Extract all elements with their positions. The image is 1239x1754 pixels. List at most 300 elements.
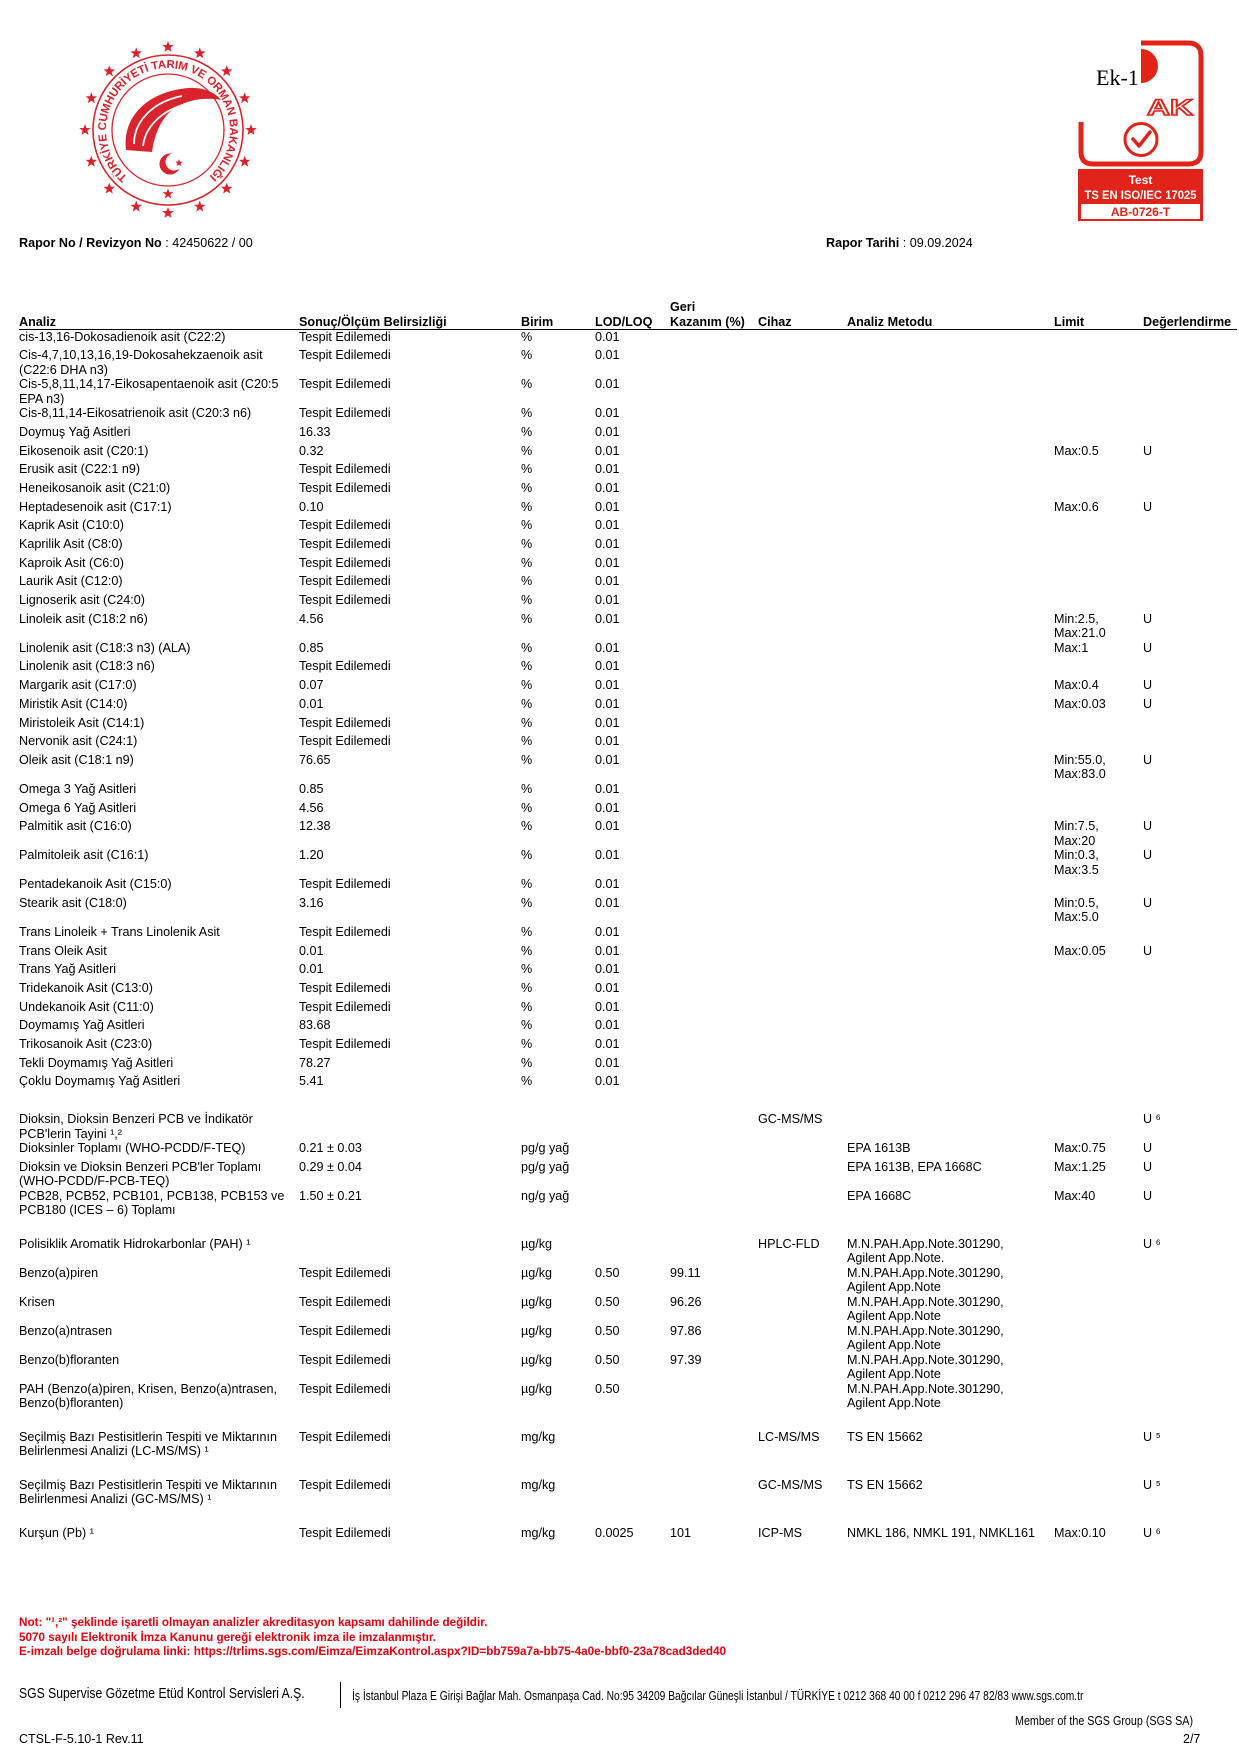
table-row — [19, 641, 1237, 660]
cell-lod: 0.01 — [595, 1055, 620, 1070]
table-row — [19, 537, 1237, 556]
cell-analiz: Margarik asit (C17:0) — [19, 678, 137, 693]
cell-cihaz — [758, 716, 847, 735]
cell-cihaz — [758, 1018, 847, 1037]
cell-cihaz — [758, 574, 847, 593]
cell-geri — [670, 1112, 758, 1141]
cell-birim: % — [521, 443, 533, 458]
cell-metod — [847, 574, 1054, 593]
cell-metod: EPA 1613B, EPA 1668C — [847, 1159, 982, 1174]
seal-star — [86, 156, 97, 167]
cell-analiz: Cis-8,11,14-Eikosatrienoik asit (C20:3 n6) — [19, 406, 252, 421]
cell-geri: 99.11 — [670, 1265, 701, 1280]
table-row — [19, 593, 1237, 612]
cell-limit: Max:0.10 — [1054, 1525, 1106, 1540]
cell-limit — [1054, 518, 1143, 537]
cell-geri — [670, 481, 758, 500]
cell-metod — [847, 819, 1054, 848]
cell-cihaz — [758, 481, 847, 500]
cell-cihaz — [758, 1000, 847, 1019]
seal-star — [86, 92, 97, 103]
cell-analiz: Nervonik asit (C24:1) — [19, 734, 138, 749]
cell-limit: Max:0.4 — [1054, 678, 1099, 693]
cell-geri — [670, 1018, 758, 1037]
section-gap — [19, 1218, 1237, 1237]
cell-lod: 0.01 — [595, 348, 620, 363]
cell-birim: µg/kg — [521, 1236, 553, 1251]
cell-sonuc: Tespit Edilemedi — [299, 1381, 391, 1396]
cell-lod: 0.01 — [595, 611, 620, 626]
cell-metod: EPA 1613B — [847, 1141, 911, 1156]
cell-sonuc: 76.65 — [299, 752, 331, 767]
cell-metod — [847, 734, 1054, 753]
cell-limit — [1054, 1000, 1143, 1019]
cell-sonuc: 0.01 — [299, 696, 324, 711]
cell-sonuc: 0.21 ± 0.03 — [299, 1141, 362, 1156]
cell-metod — [847, 481, 1054, 500]
cell-deger — [1143, 877, 1237, 896]
cell-geri — [670, 819, 758, 848]
cell-metod — [847, 593, 1054, 612]
cell-birim: % — [521, 574, 533, 589]
report-date-value: : 09.09.2024 — [902, 236, 973, 250]
cell-lod: 0.01 — [595, 499, 620, 514]
cell-limit — [1054, 1018, 1143, 1037]
cell-geri — [670, 716, 758, 735]
footer-company-name: SGS Supervise Gözetme Etüd Kontrol Servisleri A.Ş. — [19, 1686, 305, 1702]
seal-star — [162, 207, 173, 218]
seal-star — [79, 124, 90, 135]
cell-geri — [670, 518, 758, 537]
cell-geri — [670, 1382, 758, 1411]
cell-deger — [1143, 1074, 1237, 1093]
cell-geri — [670, 697, 758, 716]
cell-metod — [847, 406, 1054, 425]
footer-divider — [340, 1682, 341, 1708]
cell-geri — [670, 348, 758, 377]
cell-sonuc: Tespit Edilemedi — [299, 1294, 391, 1309]
cell-deger — [1143, 1353, 1237, 1382]
cell-limit: Max:1.25 — [1054, 1159, 1106, 1174]
cell-analiz: Linolenik asit (C18:3 n6) — [19, 659, 155, 674]
seal-star — [239, 156, 250, 167]
header-sonuc: Sonuç/Ölçüm Belirsizliği — [299, 300, 521, 330]
table-row — [19, 678, 1237, 697]
cell-metod — [847, 425, 1054, 444]
cell-analiz: Dioksinler Toplamı (WHO-PCDD/F-TEQ) — [19, 1141, 246, 1156]
cell-deger — [1143, 801, 1237, 820]
cell-birim: % — [521, 924, 533, 939]
cell-analiz: Kaprilik Asit (C8:0) — [19, 537, 123, 551]
cell-geri — [670, 944, 758, 963]
cell-limit — [1054, 1112, 1143, 1141]
cell-analiz: Cis-5,8,11,14,17-Eikosapentaenoik asit (C20:5 EPA n3) — [19, 377, 279, 406]
cell-birim: mg/kg — [521, 1477, 556, 1492]
cell-sonuc — [299, 1237, 521, 1266]
cell-birim: % — [521, 752, 533, 767]
cell-birim: % — [521, 848, 533, 863]
section-gap-cell — [19, 1507, 1237, 1526]
cell-analiz: Trans Linoleik + Trans Linolenik Asit — [19, 924, 220, 939]
check-circle-icon — [1125, 124, 1157, 156]
cell-geri — [670, 641, 758, 660]
seal-star — [162, 41, 173, 52]
table-row — [19, 444, 1237, 463]
section-gap — [19, 1411, 1237, 1430]
cell-limit: Max:0.03 — [1054, 696, 1106, 711]
cell-lod: 0.01 — [595, 537, 620, 551]
cell-lod: 0.01 — [595, 406, 620, 421]
cell-analiz: Oleik asit (C18:1 n9) — [19, 752, 134, 767]
cell-lod: 0.50 — [595, 1265, 620, 1280]
cell-birim: % — [521, 480, 533, 495]
cell-geri — [670, 444, 758, 463]
section-gap-cell — [19, 1459, 1237, 1478]
cell-metod — [847, 1056, 1054, 1075]
cell-analiz: Heneikosanoik asit (C21:0) — [19, 480, 171, 495]
cell-lod: 0.01 — [595, 800, 620, 815]
cell-geri — [670, 734, 758, 753]
cell-geri — [670, 962, 758, 981]
cell-lod: 0.01 — [595, 696, 620, 711]
footer-address: İş İstanbul Plaza E Girişi Bağlar Mah. Osmanpaşa Cad. No:95 34209 Bağcılar Güneşli İstanbul / TÜRKİYE t 0212 368 40 00 f 0212 296 47 82/83 www.sgs.com.tr — [352, 1689, 1084, 1703]
cell-lod: 0.01 — [595, 424, 620, 439]
table-row — [19, 1160, 1237, 1189]
cell-birim: % — [521, 962, 533, 977]
cell-metod — [847, 697, 1054, 716]
cell-lod: 0.01 — [595, 593, 620, 608]
cell-metod: M.N.PAH.App.Note.301290, Agilent App.Note — [847, 1381, 1004, 1411]
header-cihaz: Cihaz — [758, 300, 847, 330]
cell-cihaz — [758, 462, 847, 481]
cell-limit — [1054, 1037, 1143, 1056]
cell-analiz: Cis-4,7,10,13,16,19-Dokosahekzaenoik asit (C22:6 DHA n3) — [19, 348, 263, 377]
cell-sonuc: Tespit Edilemedi — [299, 1352, 391, 1367]
cell-geri — [670, 1141, 758, 1160]
cell-deger: U — [1143, 819, 1153, 834]
cell-lod: 0.01 — [595, 877, 620, 892]
seal-star — [239, 92, 250, 103]
cell-analiz: Pentadekanoik Asit (C15:0) — [19, 877, 172, 892]
table-row — [19, 1382, 1237, 1411]
cell-geri — [670, 1037, 758, 1056]
results-table — [19, 300, 1237, 1545]
cell-analiz: Laurik Asit (C12:0) — [19, 574, 123, 589]
cell-cihaz — [758, 981, 847, 1000]
report-number — [19, 236, 253, 250]
cell-lod: 0.50 — [595, 1381, 620, 1396]
seal-star — [221, 65, 232, 76]
cell-deger — [1143, 556, 1237, 575]
cell-metod — [847, 962, 1054, 981]
cell-deger — [1143, 330, 1237, 349]
cell-analiz: Trans Oleik Asit — [19, 943, 107, 958]
cell-sonuc: 5.41 — [299, 1074, 324, 1089]
cell-deger: U ⁶ — [1143, 1112, 1161, 1127]
cell-cihaz — [758, 641, 847, 660]
cell-sonuc: Tespit Edilemedi — [299, 877, 391, 892]
cell-cihaz — [758, 556, 847, 575]
cell-deger: U — [1143, 499, 1153, 514]
cell-analiz: Trikosanoik Asit (C23:0) — [19, 1037, 153, 1052]
cell-lod: 0.50 — [595, 1294, 620, 1309]
cell-birim: % — [521, 611, 533, 626]
cell-cihaz — [758, 425, 847, 444]
cell-limit: Min:2.5, Max:21.0 — [1054, 611, 1106, 641]
cell-cihaz — [758, 1160, 847, 1189]
cell-analiz: PCB28, PCB52, PCB101, PCB138, PCB153 ve PCB180 (ICES – 6) Toplamı — [19, 1188, 285, 1218]
cell-lod: 0.01 — [595, 330, 620, 344]
table-row — [19, 1141, 1237, 1160]
cell-sonuc: 4.56 — [299, 611, 324, 626]
cell-lod — [595, 1237, 670, 1266]
report-date — [826, 236, 973, 250]
cell-cihaz — [758, 848, 847, 877]
cell-limit — [1054, 462, 1143, 481]
table-row — [19, 330, 1237, 349]
cell-lod: 0.01 — [595, 555, 620, 570]
cell-lod: 0.01 — [595, 895, 620, 910]
cell-metod: M.N.PAH.App.Note.301290, Agilent App.Note. — [847, 1236, 1004, 1266]
cell-metod: TS EN 15662 — [847, 1429, 923, 1444]
cell-birim: % — [521, 943, 533, 958]
cell-cihaz: ICP-MS — [758, 1525, 803, 1540]
cell-cihaz — [758, 406, 847, 425]
cell-analiz: Miristik Asit (C14:0) — [19, 696, 128, 711]
cell-cihaz — [758, 1074, 847, 1093]
cell-sonuc: Tespit Edilemedi — [299, 480, 391, 495]
cell-birim: % — [521, 715, 533, 730]
cell-sonuc: 3.16 — [299, 895, 324, 910]
cell-geri — [670, 462, 758, 481]
cell-deger — [1143, 659, 1237, 678]
cell-analiz: Kaprik Asit (C10:0) — [19, 518, 124, 533]
cell-limit: Min:55.0, Max:83.0 — [1054, 752, 1106, 782]
cell-geri — [670, 500, 758, 519]
cell-metod — [847, 944, 1054, 963]
cell-deger — [1143, 481, 1237, 500]
cell-cihaz — [758, 612, 847, 641]
header-analiz: Analiz — [19, 300, 299, 330]
cell-limit: Min:0.3, Max:3.5 — [1054, 848, 1099, 877]
table-row — [19, 925, 1237, 944]
cell-analiz: Tridekanoik Asit (C13:0) — [19, 981, 153, 995]
cell-geri: 101 — [670, 1525, 692, 1540]
table-row — [19, 848, 1237, 877]
table-row — [19, 377, 1237, 406]
cell-birim: % — [521, 1074, 533, 1089]
cell-metod — [847, 1074, 1054, 1093]
cell-analiz: Dioksin, Dioksin Benzeri PCB ve İndikatör PCB'lerin Tayini ¹,² — [19, 1112, 253, 1141]
annex-label: Ek-1 — [1096, 65, 1139, 90]
cell-limit: Max:0.05 — [1054, 943, 1106, 958]
table-row — [19, 962, 1237, 981]
table-row — [19, 1478, 1237, 1507]
cell-deger — [1143, 962, 1237, 981]
table-row — [19, 481, 1237, 500]
cell-cihaz — [758, 877, 847, 896]
cell-metod — [847, 678, 1054, 697]
cell-analiz: Linolenik asit (C18:3 n3) (ALA) — [19, 640, 191, 655]
cell-birim: % — [521, 895, 533, 910]
turkak-standard-label: TS EN ISO/IEC 17025 — [1084, 188, 1197, 202]
cell-sonuc: 12.38 — [299, 819, 331, 834]
table-row — [19, 1526, 1237, 1545]
seal-outer-circle — [93, 55, 243, 205]
cell-limit — [1054, 925, 1143, 944]
cell-deger: U — [1143, 943, 1153, 958]
cell-deger — [1143, 1295, 1237, 1324]
cell-limit — [1054, 537, 1143, 556]
cell-metod — [847, 801, 1054, 820]
report-number-label: Rapor No / Revizyon No — [19, 236, 162, 250]
cell-analiz: Miristoleik Asit (C14:1) — [19, 715, 145, 730]
cell-cihaz — [758, 348, 847, 377]
cell-birim: % — [521, 781, 533, 796]
table-row — [19, 1037, 1237, 1056]
cell-deger: U ⁵ — [1143, 1477, 1161, 1492]
cell-deger: U — [1143, 611, 1153, 626]
cell-limit — [1054, 659, 1143, 678]
cell-metod — [847, 462, 1054, 481]
cell-deger — [1143, 1000, 1237, 1019]
cell-birim: % — [521, 377, 533, 392]
cell-cihaz — [758, 518, 847, 537]
cell-cihaz — [758, 1353, 847, 1382]
cell-cihaz — [758, 1141, 847, 1160]
table-row — [19, 1237, 1237, 1266]
cell-metod — [847, 896, 1054, 925]
cell-lod — [595, 1141, 670, 1160]
cell-sonuc: Tespit Edilemedi — [299, 462, 391, 477]
cell-deger: U — [1143, 752, 1153, 767]
cell-sonuc: Tespit Edilemedi — [299, 537, 391, 551]
cell-limit — [1054, 1430, 1143, 1459]
cell-metod: NMKL 186, NMKL 191, NMKL161 — [847, 1525, 1036, 1540]
cell-lod: 0.01 — [595, 480, 620, 495]
cell-sonuc: 0.85 — [299, 781, 324, 796]
cell-deger — [1143, 537, 1237, 556]
cell-deger — [1143, 1324, 1237, 1353]
cell-birim: % — [521, 593, 533, 608]
cell-limit — [1054, 593, 1143, 612]
table-row — [19, 348, 1237, 377]
cell-limit — [1054, 1237, 1143, 1266]
turkak-test-label: Test — [1128, 173, 1153, 187]
header-geri-kazanim: Geri Kazanım (%) — [670, 300, 758, 330]
cell-analiz: Seçilmiş Bazı Pestisitlerin Tespiti ve Miktarının Belirlenmesi Analizi (LC-MS/MS) ¹ — [19, 1429, 278, 1459]
section-gap — [19, 1093, 1237, 1112]
cell-deger — [1143, 1382, 1237, 1411]
table-row — [19, 1353, 1237, 1382]
cell-deger: U — [1143, 848, 1153, 863]
seal-star — [131, 47, 142, 58]
cell-sonuc: 16.33 — [299, 424, 331, 439]
cell-sonuc: Tespit Edilemedi — [299, 1477, 391, 1492]
cell-cihaz — [758, 330, 847, 349]
cell-birim: % — [521, 640, 533, 655]
cell-sonuc: Tespit Edilemedi — [299, 924, 391, 939]
cell-geri — [670, 925, 758, 944]
cell-lod: 0.01 — [595, 377, 620, 392]
cell-birim: % — [521, 981, 533, 995]
table-row — [19, 425, 1237, 444]
cell-lod: 0.01 — [595, 819, 620, 834]
cell-geri — [670, 1160, 758, 1189]
cell-birim: % — [521, 1037, 533, 1052]
table-row — [19, 1295, 1237, 1324]
cell-lod: 0.01 — [595, 659, 620, 674]
cell-metod — [847, 444, 1054, 463]
cell-cihaz — [758, 697, 847, 716]
cell-limit — [1054, 716, 1143, 735]
cell-cihaz — [758, 734, 847, 753]
table-row — [19, 753, 1237, 782]
cell-geri — [670, 612, 758, 641]
cell-sonuc: 0.29 ± 0.04 — [299, 1159, 362, 1174]
cell-deger: U — [1143, 443, 1153, 458]
cell-limit: Max:0.75 — [1054, 1141, 1106, 1156]
cell-metod — [847, 925, 1054, 944]
cell-metod — [847, 753, 1054, 782]
cell-limit — [1054, 734, 1143, 753]
header-analiz-metodu: Analiz Metodu — [847, 300, 1054, 330]
cell-geri — [670, 1056, 758, 1075]
cell-analiz: Heptadesenoik asit (C17:1) — [19, 499, 172, 514]
section-gap-cell — [19, 1411, 1237, 1430]
cell-limit: Max:40 — [1054, 1188, 1096, 1203]
cell-birim: % — [521, 1055, 533, 1070]
cell-analiz: Kaproik Asit (C6:0) — [19, 555, 124, 570]
cell-deger — [1143, 716, 1237, 735]
seal-star — [194, 47, 205, 58]
cell-birim: % — [521, 348, 533, 363]
cell-sonuc: 0.01 — [299, 962, 324, 977]
cell-limit — [1054, 1324, 1143, 1353]
cell-cihaz — [758, 444, 847, 463]
cell-limit: Max:0.6 — [1054, 499, 1099, 514]
cell-birim: % — [521, 659, 533, 674]
verification-link-note: E-imzalı belge doğrulama linki: https://trlims.sgs.com/Eimza/EimzaKontrol.aspx?ID=bb759a7a-bb75-4a0e-bbf0-23a78cad3ded40 — [19, 1645, 726, 1659]
cell-sonuc: Tespit Edilemedi — [299, 348, 391, 363]
cell-limit — [1054, 981, 1143, 1000]
table-row — [19, 574, 1237, 593]
cell-deger — [1143, 1037, 1237, 1056]
cell-cihaz — [758, 593, 847, 612]
cell-metod — [847, 556, 1054, 575]
cell-deger — [1143, 1056, 1237, 1075]
cell-geri: 96.26 — [670, 1294, 702, 1309]
cell-lod: 0.50 — [595, 1352, 620, 1367]
cell-limit — [1054, 406, 1143, 425]
cell-metod — [847, 612, 1054, 641]
cell-geri — [670, 801, 758, 820]
cell-sonuc: 78.27 — [299, 1055, 331, 1070]
cell-sonuc: Tespit Edilemedi — [299, 330, 391, 344]
cell-lod: 0.01 — [595, 1074, 620, 1089]
cell-cihaz — [758, 537, 847, 556]
table-row — [19, 734, 1237, 753]
cell-limit — [1054, 877, 1143, 896]
cell-sonuc: Tespit Edilemedi — [299, 574, 391, 589]
cell-sonuc: 0.10 — [299, 499, 324, 514]
cell-limit — [1054, 574, 1143, 593]
cell-sonuc: Tespit Edilemedi — [299, 981, 391, 995]
cell-sonuc: 0.01 — [299, 943, 324, 958]
cell-birim: % — [521, 800, 533, 815]
cell-birim: ng/g yağ — [521, 1188, 570, 1203]
cell-metod: M.N.PAH.App.Note.301290, Agilent App.Note — [847, 1352, 1004, 1382]
